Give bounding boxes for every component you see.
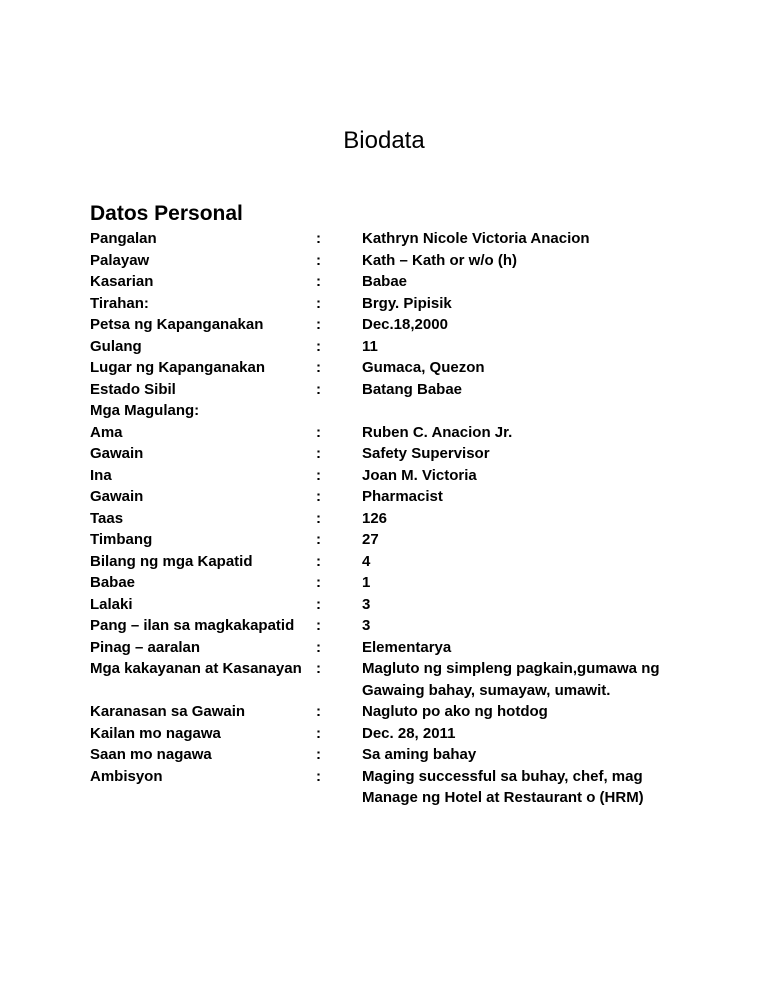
- field-label: Taas: [90, 509, 124, 527]
- field-separator: :: [316, 509, 321, 527]
- field-value-line: Dec. 28, 2011: [362, 724, 456, 742]
- field-label: Mga Magulang:: [90, 402, 200, 419]
- field-value: [362, 379, 462, 401]
- field-value: [362, 766, 644, 809]
- field-value: [362, 572, 370, 594]
- field-separator: :: [316, 767, 321, 785]
- field-label: Gulang: [90, 337, 142, 355]
- field-value-line: Gawaing bahay, sumayaw, umawit.: [362, 681, 611, 699]
- field-row: [90, 486, 730, 508]
- field-row: [90, 744, 730, 766]
- field-label: Gawain: [90, 445, 144, 462]
- field-value-line: 3: [362, 617, 371, 634]
- field-row: [90, 701, 730, 723]
- field-row: [90, 400, 730, 422]
- field-value: [362, 314, 448, 336]
- field-value-line: Babae: [362, 273, 408, 290]
- field-value-line: 11: [362, 337, 378, 355]
- field-row: [90, 422, 730, 444]
- field-value-line: Maging successful sa buhay, chef, mag: [362, 767, 643, 785]
- field-value-line: 27: [362, 531, 379, 548]
- field-label: Lugar ng Kapanganakan: [90, 359, 266, 376]
- field-label: Bilang ng mga Kapatid: [90, 552, 253, 570]
- field-value-line: Dec.18,2000: [362, 316, 448, 333]
- field-row: [90, 637, 730, 659]
- field-value: [362, 723, 455, 745]
- field-value-line: Kath – Kath or w/o (h): [362, 251, 517, 269]
- field-row: [90, 508, 730, 530]
- field-value-line: Elementarya: [362, 638, 452, 656]
- field-value-line: 4: [362, 552, 371, 570]
- field-label: Tirahan:: [90, 294, 149, 312]
- field-separator: :: [316, 531, 321, 548]
- field-value: [362, 486, 443, 508]
- field-separator: :: [316, 638, 321, 656]
- field-row: [90, 594, 730, 616]
- field-separator: :: [316, 445, 321, 462]
- field-label: Karanasan sa Gawain: [90, 703, 246, 720]
- field-separator: :: [316, 746, 321, 763]
- field-row: [90, 250, 730, 272]
- field-row: [90, 551, 730, 573]
- field-label: Pangalan: [90, 230, 157, 247]
- field-separator: :: [316, 251, 321, 269]
- field-row: [90, 293, 730, 315]
- field-row: [90, 766, 730, 809]
- field-value-line: 1: [362, 574, 371, 591]
- field-label: Ama: [90, 423, 123, 441]
- field-separator: :: [316, 294, 321, 312]
- field-value-line: Joan M. Victoria: [362, 466, 477, 484]
- field-separator: :: [316, 466, 321, 484]
- field-row: [90, 615, 730, 637]
- field-value-line: Sa aming bahay: [362, 746, 477, 763]
- field-row: [90, 336, 730, 358]
- field-value: [362, 637, 451, 659]
- field-separator: :: [316, 488, 321, 505]
- field-value: [362, 422, 512, 444]
- field-value-line: Manage ng Hotel at Restaurant o (HRM): [362, 789, 644, 806]
- field-value: [362, 615, 370, 637]
- field-separator: :: [316, 552, 321, 570]
- field-row: [90, 271, 730, 293]
- field-separator: :: [316, 423, 321, 441]
- field-label: Saan mo nagawa: [90, 746, 212, 763]
- field-label: Estado Sibil: [90, 380, 176, 398]
- field-separator: :: [316, 574, 321, 591]
- field-label: Kasarian: [90, 273, 154, 290]
- field-value-line: Magluto ng simpleng pagkain,gumawa ng: [362, 660, 660, 677]
- field-value-line: Nagluto po ako ng hotdog: [362, 703, 548, 720]
- field-row: [90, 443, 730, 465]
- field-value: [362, 228, 590, 250]
- field-row: [90, 723, 730, 745]
- field-value: [362, 658, 660, 701]
- field-separator: :: [316, 337, 321, 355]
- field-row: [90, 572, 730, 594]
- field-label: Ambisyon: [90, 767, 163, 785]
- field-value: [362, 250, 517, 272]
- field-separator: :: [316, 617, 321, 634]
- field-label: Ina: [90, 466, 112, 484]
- field-value: [362, 744, 476, 766]
- field-separator: :: [316, 724, 321, 742]
- field-row: [90, 658, 730, 701]
- field-separator: :: [316, 660, 321, 677]
- field-label: Petsa ng Kapanganakan: [90, 316, 264, 333]
- field-value: [362, 357, 485, 379]
- field-separator: :: [316, 316, 321, 333]
- field-value-line: 3: [362, 595, 371, 613]
- field-label: Kailan mo nagawa: [90, 724, 221, 742]
- field-label: Pang – ilan sa magkakapatid: [90, 617, 295, 634]
- field-value: [362, 336, 378, 358]
- field-value-line: Batang Babae: [362, 380, 463, 398]
- field-value: [362, 465, 477, 487]
- field-value: [362, 594, 370, 616]
- field-row: [90, 465, 730, 487]
- field-value-line: Ruben C. Anacion Jr.: [362, 423, 513, 441]
- field-value: [362, 551, 370, 573]
- field-row: [90, 529, 730, 551]
- field-value: [362, 508, 387, 530]
- field-row: [90, 228, 730, 250]
- field-separator: :: [316, 359, 321, 376]
- field-value: [362, 271, 407, 293]
- field-separator: :: [316, 703, 321, 720]
- field-separator: :: [316, 595, 321, 613]
- field-label: Gawain: [90, 488, 144, 505]
- page-title: Biodata: [343, 127, 425, 154]
- field-row: [90, 357, 730, 379]
- field-value-line: Brgy. Pipisik: [362, 294, 452, 312]
- field-separator: :: [316, 273, 321, 290]
- field-value: [362, 443, 490, 465]
- field-value: [362, 529, 379, 551]
- field-separator: :: [316, 230, 321, 247]
- field-separator: :: [316, 380, 321, 398]
- field-value: [362, 701, 548, 723]
- field-value-line: Kathryn Nicole Victoria Anacion: [362, 230, 590, 247]
- field-value-line: 126: [362, 509, 388, 527]
- field-value-line: Safety Supervisor: [362, 445, 490, 462]
- field-row: [90, 314, 730, 336]
- field-label: Lalaki: [90, 595, 133, 613]
- field-value-line: Pharmacist: [362, 488, 443, 505]
- field-value-line: Gumaca, Quezon: [362, 359, 485, 376]
- section-heading: Datos Personal: [90, 202, 243, 225]
- biodata-fields: [90, 228, 730, 809]
- field-label: Palayaw: [90, 251, 150, 269]
- field-label: Mga kakayanan at Kasanayan: [90, 660, 302, 677]
- field-label: Pinag – aaralan: [90, 638, 201, 656]
- field-value: [362, 293, 452, 315]
- field-label: Babae: [90, 574, 136, 591]
- field-label: Timbang: [90, 531, 153, 548]
- field-row: [90, 379, 730, 401]
